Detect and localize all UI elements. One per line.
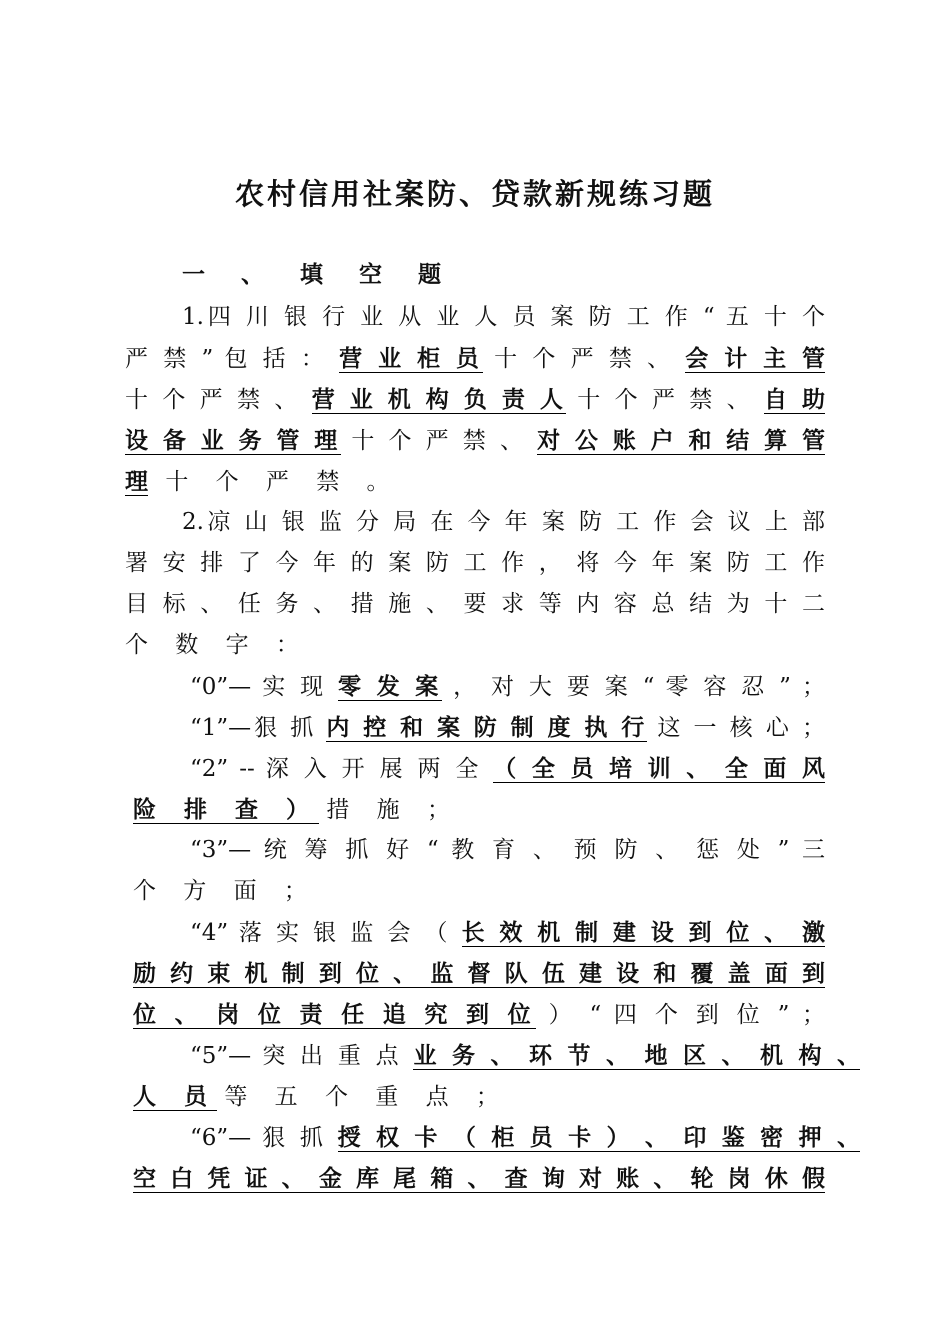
item-2-line-2	[133, 789, 825, 830]
item-4-answer-2: 励 约 束 机 制 到 位 、 监 督 队 伍 建 设 和 覆 盖 面 到	[133, 960, 825, 987]
item-5-text: 等 五 个 重 点 ；	[224, 1084, 509, 1110]
q2-line-3: 目 标 、 任 务 、 措 施 、 要 求 等 内 容 总 结 为 十 二	[125, 591, 825, 617]
item-4-text: “4” 落 实 银 监 会 （	[190, 920, 451, 946]
item-3-line-2: 个 方 面 ；	[133, 878, 317, 904]
q1-answer-branch-head: 营 业 机 构 负 责 人	[311, 386, 567, 413]
q2-line-4: 个 数 字 ：	[125, 632, 309, 658]
item-5-line-2	[133, 1076, 825, 1117]
item-0-text: ， 对 大 要 案 “ 零 容 忍 ” ；	[453, 674, 826, 700]
item-4-text: ） “ 四 个 到 位 ” ；	[548, 1002, 825, 1028]
item-2-line-1	[190, 748, 825, 789]
item-1-answer: 内 控 和 案 防 制 度 执 行	[326, 714, 648, 741]
item-3-line-1: “3”— 统 筹 抓 好 “ 教 育 、 预 防 、 惩 处 ” 三	[190, 837, 825, 863]
item-2-text: “2” -- 深 入 开 展 两 全	[190, 756, 483, 782]
q1-text: 十 个 严 禁 、	[494, 346, 674, 372]
item-6-line-1	[190, 1117, 860, 1158]
q1-line-1: 1.四 川 银 行 业 从 业 人 员 案 防 工 作 “ 五 十 个	[182, 304, 825, 330]
q1-answer-teller: 营 业 柜 员	[339, 345, 483, 372]
item-6-answer-2: 空 白 凭 证 、 金 库 尾 箱 、 查 询 对 账 、 轮 岗 休 假	[133, 1165, 825, 1192]
q1-answer-corporate-accounts-1: 对 公 账 户 和 结 算 管	[537, 427, 825, 454]
item-4-line-3	[133, 994, 825, 1035]
item-0-text: “0”— 实 现	[190, 674, 327, 700]
item-2-text: 措 施 ；	[326, 797, 460, 823]
item-1	[190, 707, 825, 748]
item-2-answer-2: 险 排 查 ）	[133, 796, 320, 823]
q1-text: 十 个 严 禁 、	[125, 387, 301, 413]
q1-answer-accounting-supervisor: 会 计 主 管	[685, 345, 826, 372]
item-6-line-2	[133, 1158, 825, 1199]
q1-text: 十 个 严 禁 。	[165, 469, 400, 495]
q2-line-1: 2.凉 山 银 监 分 局 在 今 年 案 防 工 作 会 议 上 部	[182, 509, 825, 535]
item-5-answer-1: 业 务 、 环 节 、 地 区 、 机 构 、	[413, 1042, 860, 1069]
item-4-answer-1: 长 效 机 制 建 设 到 位 、 激	[461, 919, 825, 946]
item-5-text: “5”— 突 出 重 点	[190, 1043, 403, 1069]
item-5-line-1	[190, 1035, 860, 1076]
document-title: 农村信用社案防、贷款新规练习题	[234, 177, 715, 211]
item-6-text: “6”— 狠 抓	[190, 1125, 327, 1151]
item-1-text: “1”—狠 抓	[190, 715, 317, 741]
item-6-answer-1: 授 权 卡 （ 柜 员 卡 ） 、 印 鉴 密 押 、	[337, 1124, 860, 1151]
item-4-line-2	[133, 953, 825, 994]
q1-answer-corporate-accounts-2: 理	[125, 468, 148, 495]
item-0-answer: 零 发 案	[338, 673, 443, 700]
q1-text: 十 个 严 禁 、	[577, 387, 754, 413]
q1-line-5	[125, 461, 825, 502]
item-4-line-1	[190, 912, 825, 953]
item-1-text: 这 一 核 心 ；	[657, 715, 825, 741]
q1-line-2	[125, 338, 825, 379]
item-2-answer-1: （ 全 员 培 训 、 全 面 风	[493, 755, 826, 782]
item-5-answer-2: 人 员	[133, 1083, 218, 1110]
q1-line-3	[125, 379, 825, 420]
q1-text: 严 禁 ” 包 括 ：	[125, 346, 328, 372]
q1-line-4	[125, 420, 825, 461]
q2-line-2: 署 安 排 了 今 年 的 案 防 工 作 ， 将 今 年 案 防 工 作	[125, 550, 825, 576]
item-0	[190, 666, 825, 707]
q1-text: 十 个 严 禁 、	[351, 428, 527, 454]
q1-answer-self-service-1: 自 助	[763, 386, 826, 413]
section-heading-fill-in-blank: 一 、 填 空 题	[182, 262, 456, 288]
item-4-answer-3: 位 、 岗 位 责 任 追 究 到 位	[133, 1001, 536, 1028]
q1-answer-self-service-2: 设 备 业 务 管 理	[125, 427, 341, 454]
